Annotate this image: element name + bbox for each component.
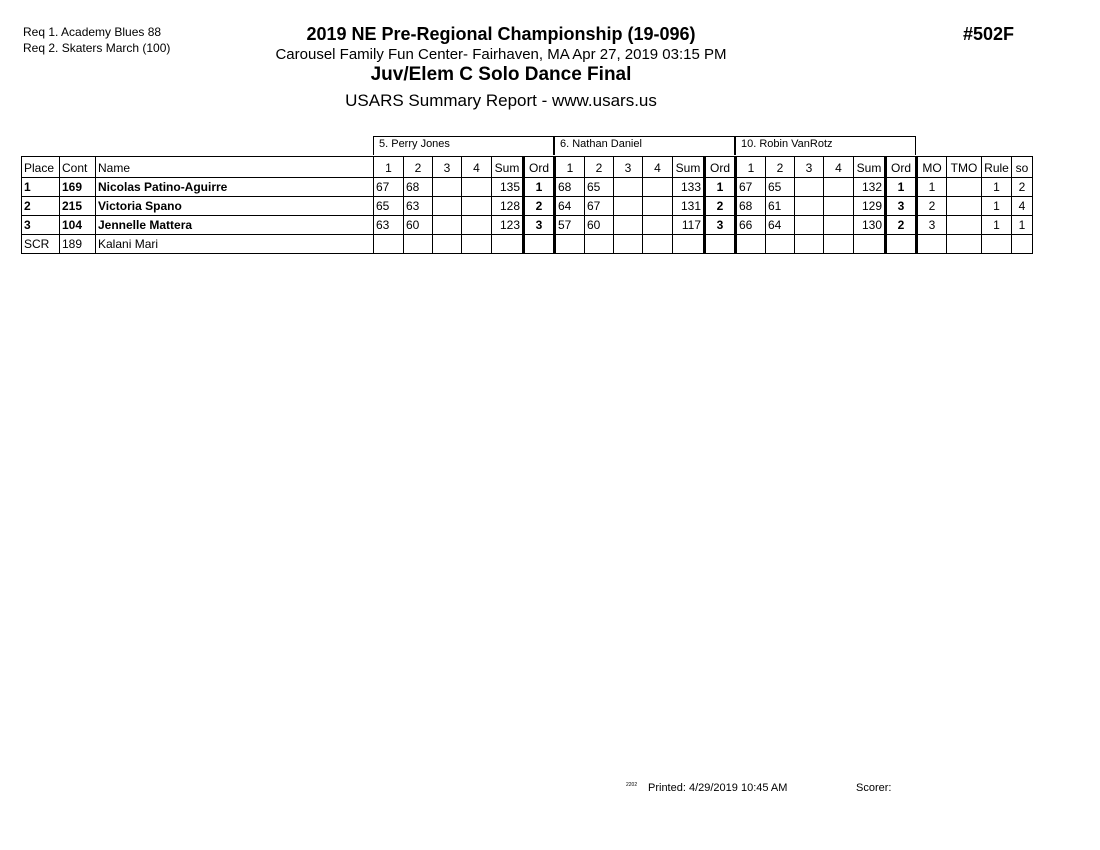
col-j2-ord: Ord bbox=[705, 157, 736, 178]
col-place: Place bbox=[22, 157, 60, 178]
score-cell: 64 bbox=[555, 197, 585, 216]
contestant-number-cell: 169 bbox=[60, 178, 96, 197]
score-cell bbox=[462, 216, 492, 235]
score-cell bbox=[766, 235, 795, 254]
score-cell bbox=[824, 235, 854, 254]
score-cell bbox=[643, 197, 673, 216]
ordinal-cell: 1 bbox=[524, 178, 555, 197]
score-cell bbox=[795, 216, 824, 235]
score-cell: 68 bbox=[555, 178, 585, 197]
ordinal-cell bbox=[705, 235, 736, 254]
so-cell: 2 bbox=[1012, 178, 1033, 197]
col-j3-3: 3 bbox=[795, 157, 824, 178]
scorer-label: Scorer: bbox=[856, 782, 892, 794]
event-number: #502F bbox=[963, 24, 1015, 44]
col-j1-sum: Sum bbox=[492, 157, 524, 178]
score-cell bbox=[462, 197, 492, 216]
contestant-number-cell: 104 bbox=[60, 216, 96, 235]
score-cell: 65 bbox=[374, 197, 404, 216]
skater-name-cell: Nicolas Patino-Aguirre bbox=[96, 178, 374, 197]
event-name: Juv/Elem C Solo Dance Final bbox=[370, 64, 632, 85]
col-j1-2: 2 bbox=[404, 157, 433, 178]
ordinal-cell: 2 bbox=[524, 197, 555, 216]
sum-cell: 123 bbox=[492, 216, 524, 235]
rule-cell: 1 bbox=[982, 216, 1012, 235]
ordinal-cell: 3 bbox=[705, 216, 736, 235]
col-mo: MO bbox=[917, 157, 947, 178]
report-type: USARS Summary Report - www.usars.us bbox=[345, 91, 657, 110]
score-cell: 65 bbox=[585, 178, 614, 197]
table-header-row bbox=[22, 157, 1033, 178]
score-cell bbox=[614, 197, 643, 216]
score-cell bbox=[374, 235, 404, 254]
tmo-cell bbox=[947, 178, 982, 197]
place-cell: 2 bbox=[22, 197, 60, 216]
score-cell bbox=[614, 235, 643, 254]
score-cell bbox=[433, 178, 462, 197]
ordinal-cell: 2 bbox=[705, 197, 736, 216]
score-cell bbox=[824, 216, 854, 235]
col-so: so bbox=[1012, 157, 1033, 178]
score-cell bbox=[433, 197, 462, 216]
score-cell bbox=[433, 235, 462, 254]
col-j3-2: 2 bbox=[766, 157, 795, 178]
report-title: 2019 NE Pre-Regional Championship (19-096) bbox=[306, 24, 696, 44]
sum-cell: 128 bbox=[492, 197, 524, 216]
col-name: Name bbox=[96, 157, 374, 178]
score-cell: 57 bbox=[555, 216, 585, 235]
place-cell: 3 bbox=[22, 216, 60, 235]
col-j1-4: 4 bbox=[462, 157, 492, 178]
mo-cell bbox=[917, 235, 947, 254]
score-cell bbox=[795, 178, 824, 197]
ordinal-cell: 1 bbox=[705, 178, 736, 197]
rule-cell bbox=[982, 235, 1012, 254]
ordinal-cell: 3 bbox=[524, 216, 555, 235]
sum-cell: 133 bbox=[673, 178, 705, 197]
place-cell: SCR bbox=[22, 235, 60, 254]
requirement-1: Req 1. Academy Blues 88 bbox=[23, 25, 162, 39]
ordinal-cell: 1 bbox=[886, 178, 917, 197]
score-cell bbox=[643, 235, 673, 254]
score-cell: 68 bbox=[736, 197, 766, 216]
score-cell bbox=[462, 235, 492, 254]
place-cell: 1 bbox=[22, 178, 60, 197]
score-cell bbox=[614, 216, 643, 235]
requirement-2: Req 2. Skaters March (100) bbox=[23, 41, 171, 55]
table-row bbox=[22, 197, 1033, 216]
sum-cell: 135 bbox=[492, 178, 524, 197]
score-cell: 63 bbox=[404, 197, 433, 216]
score-cell bbox=[433, 216, 462, 235]
ordinal-cell: 2 bbox=[886, 216, 917, 235]
tmo-cell bbox=[947, 197, 982, 216]
col-j2-1: 1 bbox=[555, 157, 585, 178]
so-cell: 1 bbox=[1012, 216, 1033, 235]
score-cell: 66 bbox=[736, 216, 766, 235]
ordinal-cell: 3 bbox=[886, 197, 917, 216]
score-cell: 64 bbox=[766, 216, 795, 235]
score-cell bbox=[462, 178, 492, 197]
col-j3-ord: Ord bbox=[886, 157, 917, 178]
score-cell bbox=[643, 216, 673, 235]
sum-cell: 132 bbox=[854, 178, 886, 197]
score-cell: 60 bbox=[585, 216, 614, 235]
mo-cell: 3 bbox=[917, 216, 947, 235]
so-cell bbox=[1012, 235, 1033, 254]
tmo-cell bbox=[947, 216, 982, 235]
col-j1-ord: Ord bbox=[524, 157, 555, 178]
score-cell bbox=[555, 235, 585, 254]
table-row bbox=[22, 216, 1033, 235]
so-cell: 4 bbox=[1012, 197, 1033, 216]
table-row bbox=[22, 178, 1033, 197]
score-cell: 61 bbox=[766, 197, 795, 216]
contestant-number-cell: 215 bbox=[60, 197, 96, 216]
score-cell bbox=[736, 235, 766, 254]
score-cell: 60 bbox=[404, 216, 433, 235]
score-cell: 65 bbox=[766, 178, 795, 197]
rule-cell: 1 bbox=[982, 178, 1012, 197]
contestant-number-cell: 189 bbox=[60, 235, 96, 254]
score-cell: 67 bbox=[374, 178, 404, 197]
mo-cell: 1 bbox=[917, 178, 947, 197]
col-j1-1: 1 bbox=[374, 157, 404, 178]
sum-cell: 131 bbox=[673, 197, 705, 216]
score-cell: 68 bbox=[404, 178, 433, 197]
score-cell bbox=[824, 197, 854, 216]
col-cont: Cont bbox=[60, 157, 96, 178]
tmo-cell bbox=[947, 235, 982, 254]
score-cell: 67 bbox=[585, 197, 614, 216]
skater-name-cell: Victoria Spano bbox=[96, 197, 374, 216]
col-j2-2: 2 bbox=[585, 157, 614, 178]
judge-header-1: 5. Perry Jones bbox=[373, 136, 554, 155]
judge-header-2: 6. Nathan Daniel bbox=[554, 136, 735, 155]
col-tmo: TMO bbox=[947, 157, 982, 178]
sum-cell bbox=[492, 235, 524, 254]
footer-mark: 2202 bbox=[626, 782, 638, 788]
results-table bbox=[21, 156, 1033, 254]
col-j2-3: 3 bbox=[614, 157, 643, 178]
score-cell bbox=[643, 178, 673, 197]
report-subtitle: Carousel Family Fun Center- Fairhaven, MA Apr 27, 2019 03:15 PM bbox=[275, 46, 727, 63]
col-j1-3: 3 bbox=[433, 157, 462, 178]
sum-cell bbox=[854, 235, 886, 254]
rule-cell: 1 bbox=[982, 197, 1012, 216]
col-j2-sum: Sum bbox=[673, 157, 705, 178]
skater-name-cell: Kalani Mari bbox=[96, 235, 374, 254]
table-row bbox=[22, 235, 1033, 254]
score-cell bbox=[795, 235, 824, 254]
sum-cell bbox=[673, 235, 705, 254]
col-j2-4: 4 bbox=[643, 157, 673, 178]
score-cell bbox=[585, 235, 614, 254]
col-rule: Rule bbox=[982, 157, 1012, 178]
mo-cell: 2 bbox=[917, 197, 947, 216]
score-cell: 67 bbox=[736, 178, 766, 197]
printed-timestamp: Printed: 4/29/2019 10:45 AM bbox=[648, 782, 788, 794]
score-cell bbox=[824, 178, 854, 197]
ordinal-cell bbox=[886, 235, 917, 254]
judge-header-3: 10. Robin VanRotz bbox=[735, 136, 916, 155]
score-cell: 63 bbox=[374, 216, 404, 235]
sum-cell: 130 bbox=[854, 216, 886, 235]
score-cell bbox=[614, 178, 643, 197]
sum-cell: 129 bbox=[854, 197, 886, 216]
ordinal-cell bbox=[524, 235, 555, 254]
score-cell bbox=[795, 197, 824, 216]
col-j3-sum: Sum bbox=[854, 157, 886, 178]
col-j3-1: 1 bbox=[736, 157, 766, 178]
col-j3-4: 4 bbox=[824, 157, 854, 178]
sum-cell: 117 bbox=[673, 216, 705, 235]
skater-name-cell: Jennelle Mattera bbox=[96, 216, 374, 235]
score-cell bbox=[404, 235, 433, 254]
